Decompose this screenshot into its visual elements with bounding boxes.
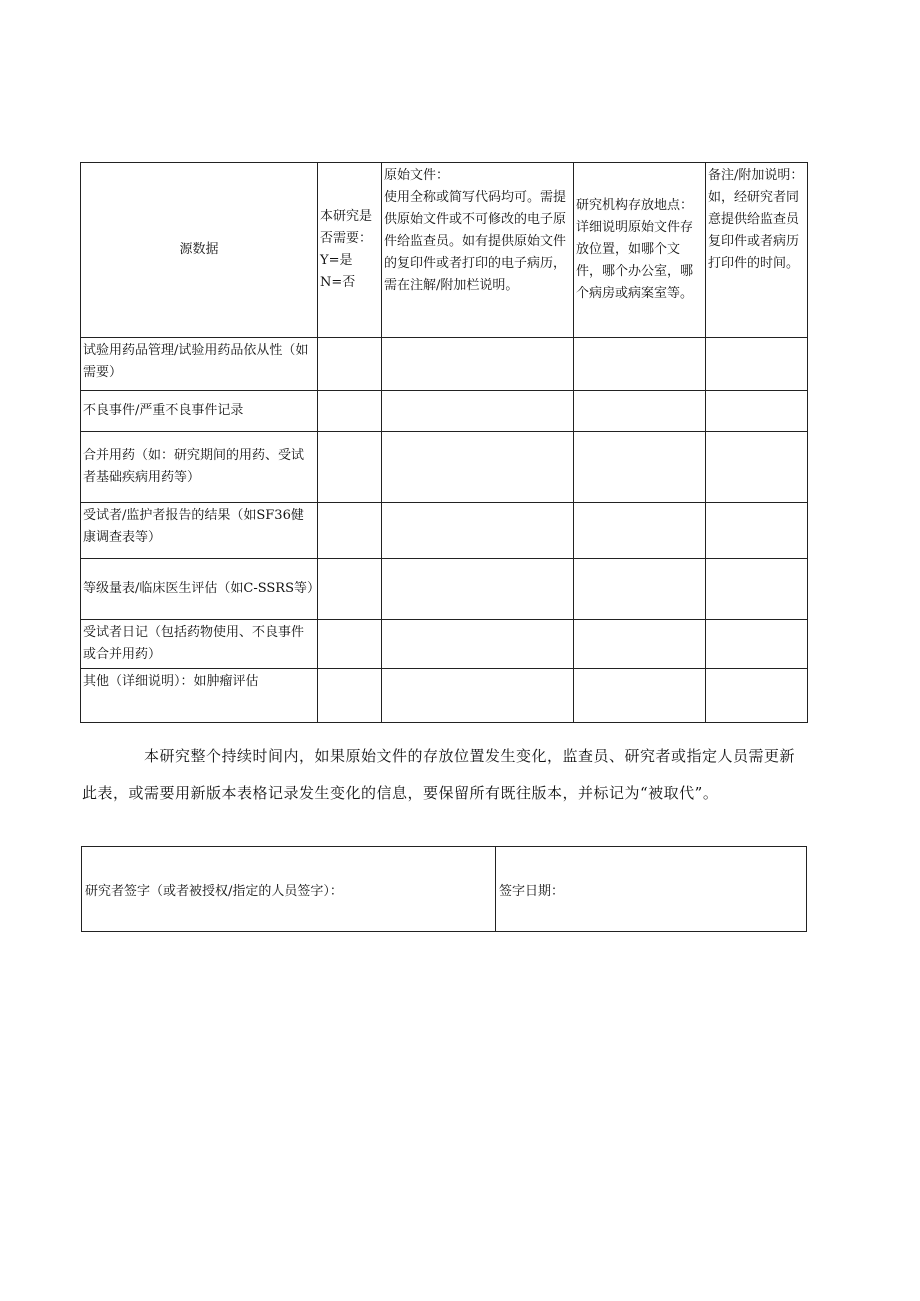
cell-original-document[interactable] [382, 432, 574, 503]
cell-required[interactable] [318, 338, 382, 391]
row-label: 等级量表/临床医生评估（如C-SSRS等） [81, 559, 318, 620]
investigator-signature-label: 研究者签字（或者被授权/指定的人员签字）： [85, 883, 343, 899]
row-label: 受试者/监护者报告的结果（如SF36健康调查表等） [81, 503, 318, 559]
cell-required[interactable] [318, 559, 382, 620]
cell-required[interactable] [318, 432, 382, 503]
table-row [81, 432, 808, 503]
row-label: 不良事件/严重不良事件记录 [81, 391, 318, 432]
table-row [81, 620, 808, 669]
cell-storage-location[interactable] [574, 620, 706, 669]
table-header-row [81, 163, 808, 338]
cell-required[interactable] [318, 503, 382, 559]
cell-storage-location[interactable] [574, 503, 706, 559]
table-row [81, 559, 808, 620]
cell-storage-location[interactable] [574, 391, 706, 432]
cell-original-document[interactable] [382, 503, 574, 559]
cell-remarks[interactable] [706, 559, 808, 620]
investigator-signature-field[interactable] [82, 847, 496, 932]
header-original-document: 原始文件： 使用全称或简写代码均可。需提供原始文件或不可修改的电子原件给监查员。如有提供原始文件的复印件或者打印的电子病历，需在注解/附加栏说明。 [382, 163, 574, 338]
cell-remarks[interactable] [706, 432, 808, 503]
cell-required[interactable] [318, 669, 382, 723]
table-row [81, 338, 808, 391]
source-data-table [80, 162, 808, 723]
signature-date-label: 签字日期： [499, 883, 565, 899]
signature-table [81, 846, 807, 932]
cell-storage-location[interactable] [574, 669, 706, 723]
cell-storage-location[interactable] [574, 559, 706, 620]
row-label: 试验用药品管理/试验用药品依从性（如需要） [81, 338, 318, 391]
cell-remarks[interactable] [706, 391, 808, 432]
row-label: 受试者日记（包括药物使用、不良事件或合并用药） [81, 620, 318, 669]
table-row [81, 503, 808, 559]
signature-date-field[interactable] [496, 847, 807, 932]
cell-remarks[interactable] [706, 338, 808, 391]
cell-storage-location[interactable] [574, 338, 706, 391]
cell-remarks[interactable] [706, 620, 808, 669]
cell-original-document[interactable] [382, 338, 574, 391]
cell-required[interactable] [318, 391, 382, 432]
header-source-data [81, 163, 318, 338]
header-storage-location: 研究机构存放地点： 详细说明原始文件存放位置，如哪个文件，哪个办公室，哪个病房或病案室等。 [574, 163, 706, 338]
row-label: 合并用药（如：研究期间的用药、受试者基础疾病用药等） [81, 432, 318, 503]
row-label: 其他（详细说明）：如肿瘤评估 [81, 669, 318, 723]
header-source-label: 源数据 [179, 242, 219, 257]
table-row [81, 669, 808, 723]
cell-remarks[interactable] [706, 669, 808, 723]
cell-original-document[interactable] [382, 620, 574, 669]
cell-required[interactable] [318, 620, 382, 669]
header-remarks: 备注/附加说明：如，经研究者同意提供给监查员复印件或者病历打印件的时间。 [706, 163, 808, 338]
cell-original-document[interactable] [382, 669, 574, 723]
cell-original-document[interactable] [382, 559, 574, 620]
update-instruction-paragraph: 本研究整个持续时间内，如果原始文件的存放位置发生变化，监查员、研究者或指定人员需更新此表，或需要用新版本表格记录发生变化的信息，要保留所有既往版本，并标记为“被取代”。 [82, 747, 796, 802]
cell-original-document[interactable] [382, 391, 574, 432]
cell-storage-location[interactable] [574, 432, 706, 503]
cell-remarks[interactable] [706, 503, 808, 559]
header-required: 本研究是否需要： Y=是 N=否 [318, 163, 382, 338]
table-row [81, 391, 808, 432]
